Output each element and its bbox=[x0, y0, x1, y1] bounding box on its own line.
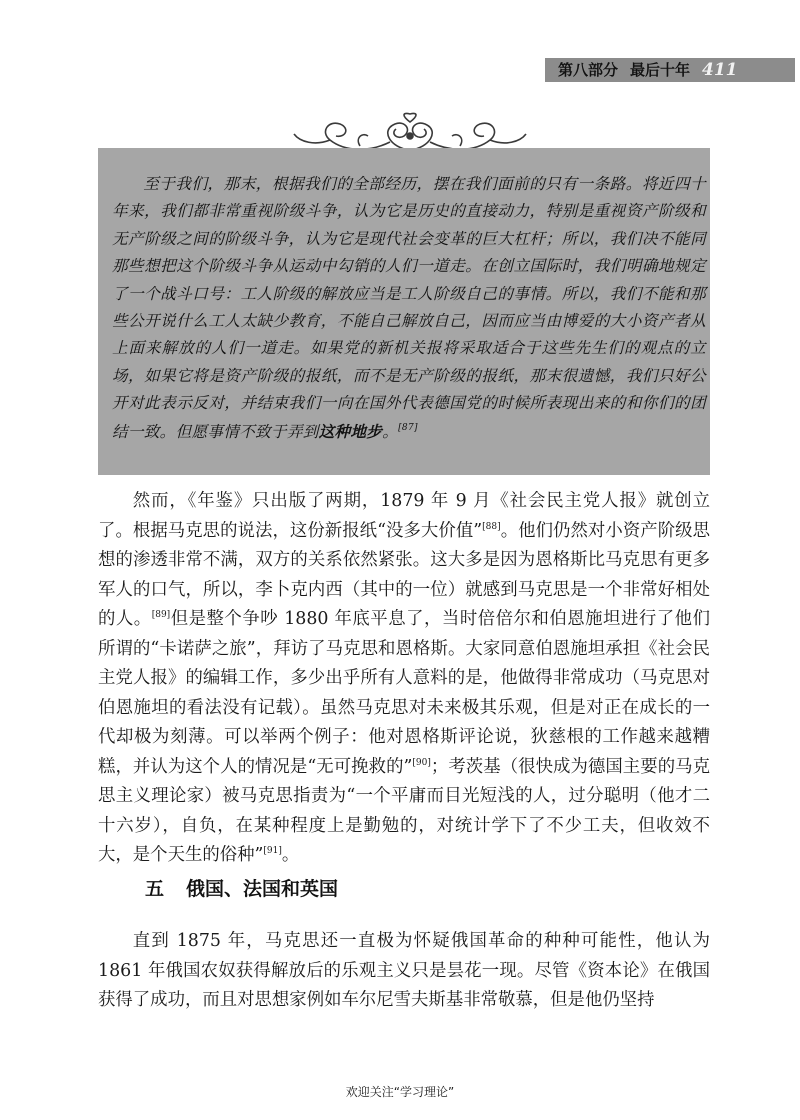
paragraph-text: 。 bbox=[281, 845, 300, 865]
footer-note: 欢迎关注“学习理论” bbox=[345, 1085, 455, 1099]
section-number: 五 bbox=[145, 878, 165, 900]
quote-text: 至于我们，那末，根据我们的全部经历，摆在我们面前的只有一条路。将近四十年来，我们都非常重视阶级斗争，认为它是历史的直接动力，特别是重视资产阶级和无产阶级之间的阶级斗争，认为它是现代社会变革的巨大杠杆；所以，我们决不能同那些想把这个阶级斗争从运动中勾销的人们一道走。在创立国际时，我们明确地规定了一个战斗口号：工人阶级的解放应当是工人阶级自己的事情。所以，我们不能和那些公开说什么工人太缺少教育，不能自己解放自己，因而应当由博爱的大小资产者从上面来解放的人们一道走。如果党的新机关报将采取适合于这些先生们的观点的立场，如果它将是资产阶级的报纸，而不是无产阶级的报纸，那末很遗憾，我们只好公开对此表示反对，并结束我们一向在国外代表德国党的时候所表现出来的和你们的团结一致。但愿事情不致于弄到 bbox=[112, 175, 706, 441]
section-title: 俄国、法国和英国 bbox=[186, 878, 339, 900]
paragraph-text: 直到 1875 年，马克思还一直极为怀疑俄国革命的种种可能性，他认为 1861 年俄国农奴获得解放后的乐观主义只是昙花一现。尽管《资本论》在俄国获得了成功，而且对思想家例如车尔尼雪夫斯基非常敬慕，但是他仍坚持 bbox=[98, 931, 710, 1010]
footnote-ref: [90] bbox=[412, 757, 431, 768]
section-heading bbox=[145, 874, 338, 901]
header-chapter: 最后十年 bbox=[630, 61, 691, 79]
running-header bbox=[558, 60, 690, 80]
paragraph-text: 。他们仍然对小资产阶级思想的渗透非常不满，双方的关系依然紧张。这大多是因为恩格斯比马克思有更多军人的口气，所以，李卜克内西（其中的一位）就感到马克思是一个非常好相处的人。 bbox=[98, 520, 710, 629]
quote-paragraph bbox=[112, 171, 706, 446]
header-part: 第八部分 bbox=[558, 61, 619, 79]
quote-bold-text: 这种地步 bbox=[318, 421, 383, 441]
page-number: 411 bbox=[702, 60, 738, 80]
paragraph-text: 然而，《年鉴》只出版了两期，1879 年 9 月《社会民主党人报》就创立了。根据马克思的说法，这份新报纸“没多大价值” bbox=[98, 491, 710, 541]
body-paragraph-2 bbox=[98, 927, 710, 1016]
paragraph-text: 但是整个争吵 1880 年底平息了，当时倍倍尔和伯恩施坦进行了他们所谓的“卡诺萨之旅”，拜访了马克思和恩格斯。大家同意伯恩施坦承担《社会民主党人报》的编辑工作，多少出乎所有人意料的是，他做得非常成功（马克思对伯恩施坦的看法没有记载）。虽然马克思对未来极其乐观，但是对正在成长的一代却极为刻薄。可以举两个例子：他对恩格斯评论说，狄慈根的工作越来越糟糕，并认为这个人的情况是“无可挽救的” bbox=[98, 609, 710, 777]
footnote-ref: [89] bbox=[151, 610, 171, 620]
footnote-ref: [87] bbox=[398, 422, 418, 433]
paragraph-text: ；考茨基（很快成为德国主要的马克思主义理论家）被马克思指责为“一个平庸而目光短浅的人，过分聪明（他才二十六岁），自负，在某种程度上是勤勉的，对统计学下了不少工夫，但收效不大，是个天生的俗种” bbox=[98, 756, 710, 865]
quote-block bbox=[112, 171, 706, 446]
footnote-ref: [91] bbox=[263, 846, 282, 856]
footnote-ref: [88] bbox=[482, 521, 501, 532]
body-paragraph-1 bbox=[98, 487, 710, 871]
quote-end: 。 bbox=[382, 422, 399, 441]
